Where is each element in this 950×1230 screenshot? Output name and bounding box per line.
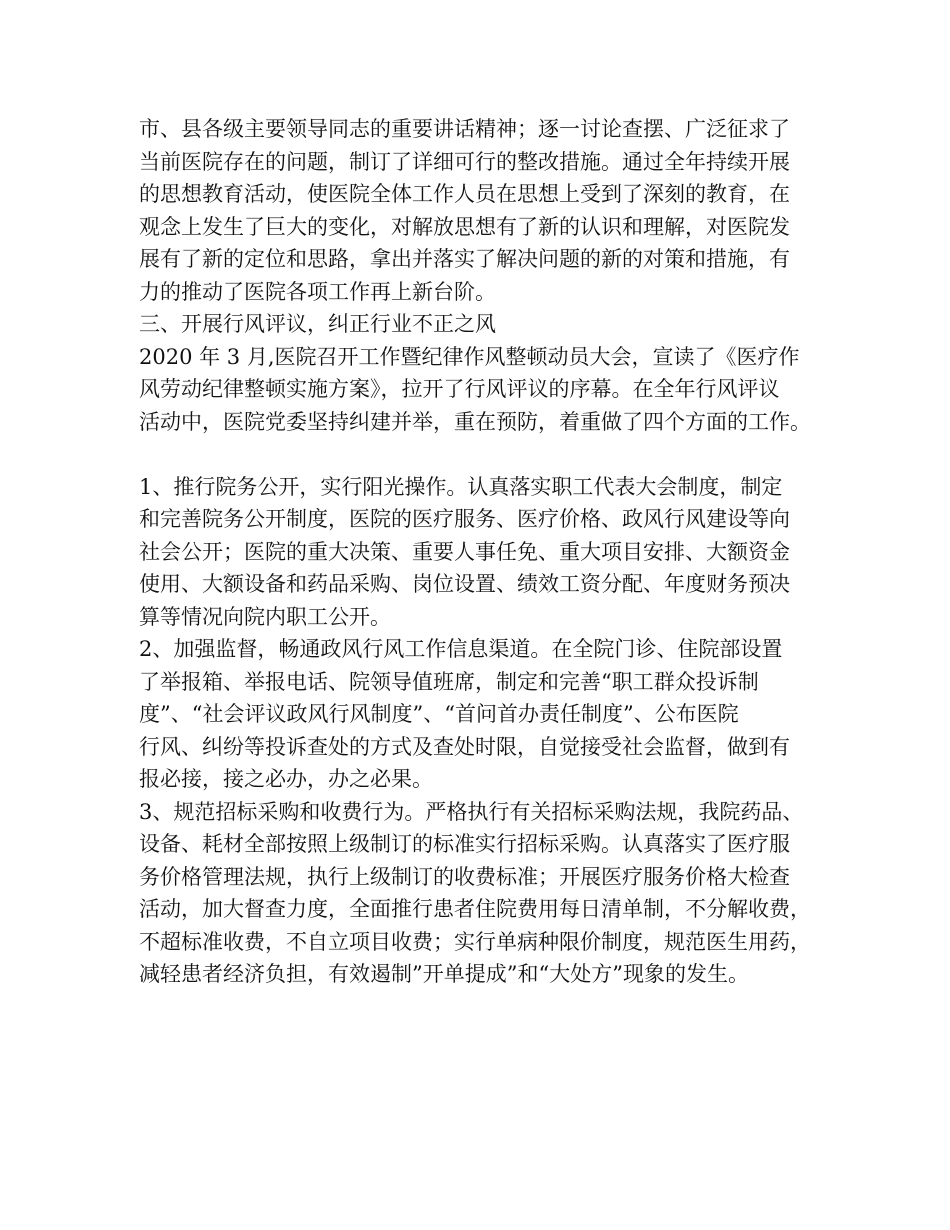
text-line: 活动中，医院党委坚持纠建并举，重在预防，着重做了四个方面的工作。 xyxy=(139,409,811,434)
text-line: 当前医院存在的问题，制订了详细可行的整改措施。通过全年持续开展 xyxy=(139,149,790,174)
text-line: 不超标准收费，不自立项目收费；实行单病种限价制度，规范医生用药， xyxy=(139,929,811,954)
text-line: 2020 年 3 月,医院召开工作暨纪律作风整顿动员大会，宣读了《医疗作 xyxy=(139,344,800,369)
text-line: 减轻患者经济负担，有效遏制”开单提成”和“大处方”现象的发生。 xyxy=(139,962,749,986)
text-line: 风劳动纪律整顿实施方案》，拉开了行风评议的序幕。在全年行风评议 xyxy=(139,377,780,401)
blank-line xyxy=(139,438,829,471)
text-line: 使用、大额设备和药品采购、岗位设置、绩效工资分配、年度财务预决 xyxy=(139,572,790,596)
text-line: 社会公开；医院的重大决策、重要人事任免、重大项目安排、大额资金 xyxy=(139,539,790,564)
text-line: 1、推行院务公开，实行阳光操作。认真落实职工代表大会制度，制定 xyxy=(139,474,783,499)
text-line: 活动，加大督查力度，全面推行患者住院费用每日清单制，不分解收费， xyxy=(139,897,811,921)
text-line: 2、加强监督，畅通政风行风工作信息渠道。在全院门诊、住院部设置 xyxy=(139,637,783,661)
text-line: 了举报箱、举报电话、院领导值班席，制定和完善“职工群众投诉制 xyxy=(139,669,759,694)
text-line: 的思想教育活动，使医院全体工作人员在思想上受到了深刻的教育，在 xyxy=(139,182,790,206)
text-line: 和完善院务公开制度，医院的医疗服务、医疗价格、政风行风建设等向 xyxy=(139,507,790,531)
text-line: 展有了新的定位和思路，拿出并落实了解决问题的新的对策和措施，有 xyxy=(139,247,790,271)
text-line: 设备、耗材全部按照上级制订的标准实行招标采购。认真落实了医疗服 xyxy=(139,832,790,856)
text-line: 3、规范招标采购和收费行为。严格执行有关招标采购法规，我院药品、 xyxy=(139,799,804,824)
text-line: 算等情况向院内职工公开。 xyxy=(139,604,391,629)
text-line: 力的推动了医院各项工作再上新台阶。 xyxy=(139,279,496,304)
section-heading: 三、开展行风评议，纠正行业不正之风 xyxy=(139,312,496,336)
text-line: 观念上发生了巨大的变化，对解放思想有了新的认识和理解，对医院发 xyxy=(139,214,790,239)
paragraph-section-intro xyxy=(139,341,829,439)
text-line: 度”、“社会评议政风行风制度”、“首问首办责任制度”、公布医院 xyxy=(139,702,739,726)
text-line: 市、县各级主要领导同志的重要讲话精神；逐一讨论查摆、广泛征求了 xyxy=(139,117,790,141)
paragraph-intro xyxy=(139,113,829,308)
document-body xyxy=(139,113,829,991)
text-line: 报必接，接之必办，办之必果。 xyxy=(139,767,433,791)
paragraph-item-2 xyxy=(139,633,829,796)
paragraph-item-3 xyxy=(139,796,829,991)
text-line: 务价格管理法规，执行上级制订的收费标准；开展医疗服务价格大检查 xyxy=(139,864,790,889)
text-line: 行风、纠纷等投诉查处的方式及查处时限，自觉接受社会监督，做到有 xyxy=(139,734,790,759)
paragraph-item-1 xyxy=(139,471,829,634)
